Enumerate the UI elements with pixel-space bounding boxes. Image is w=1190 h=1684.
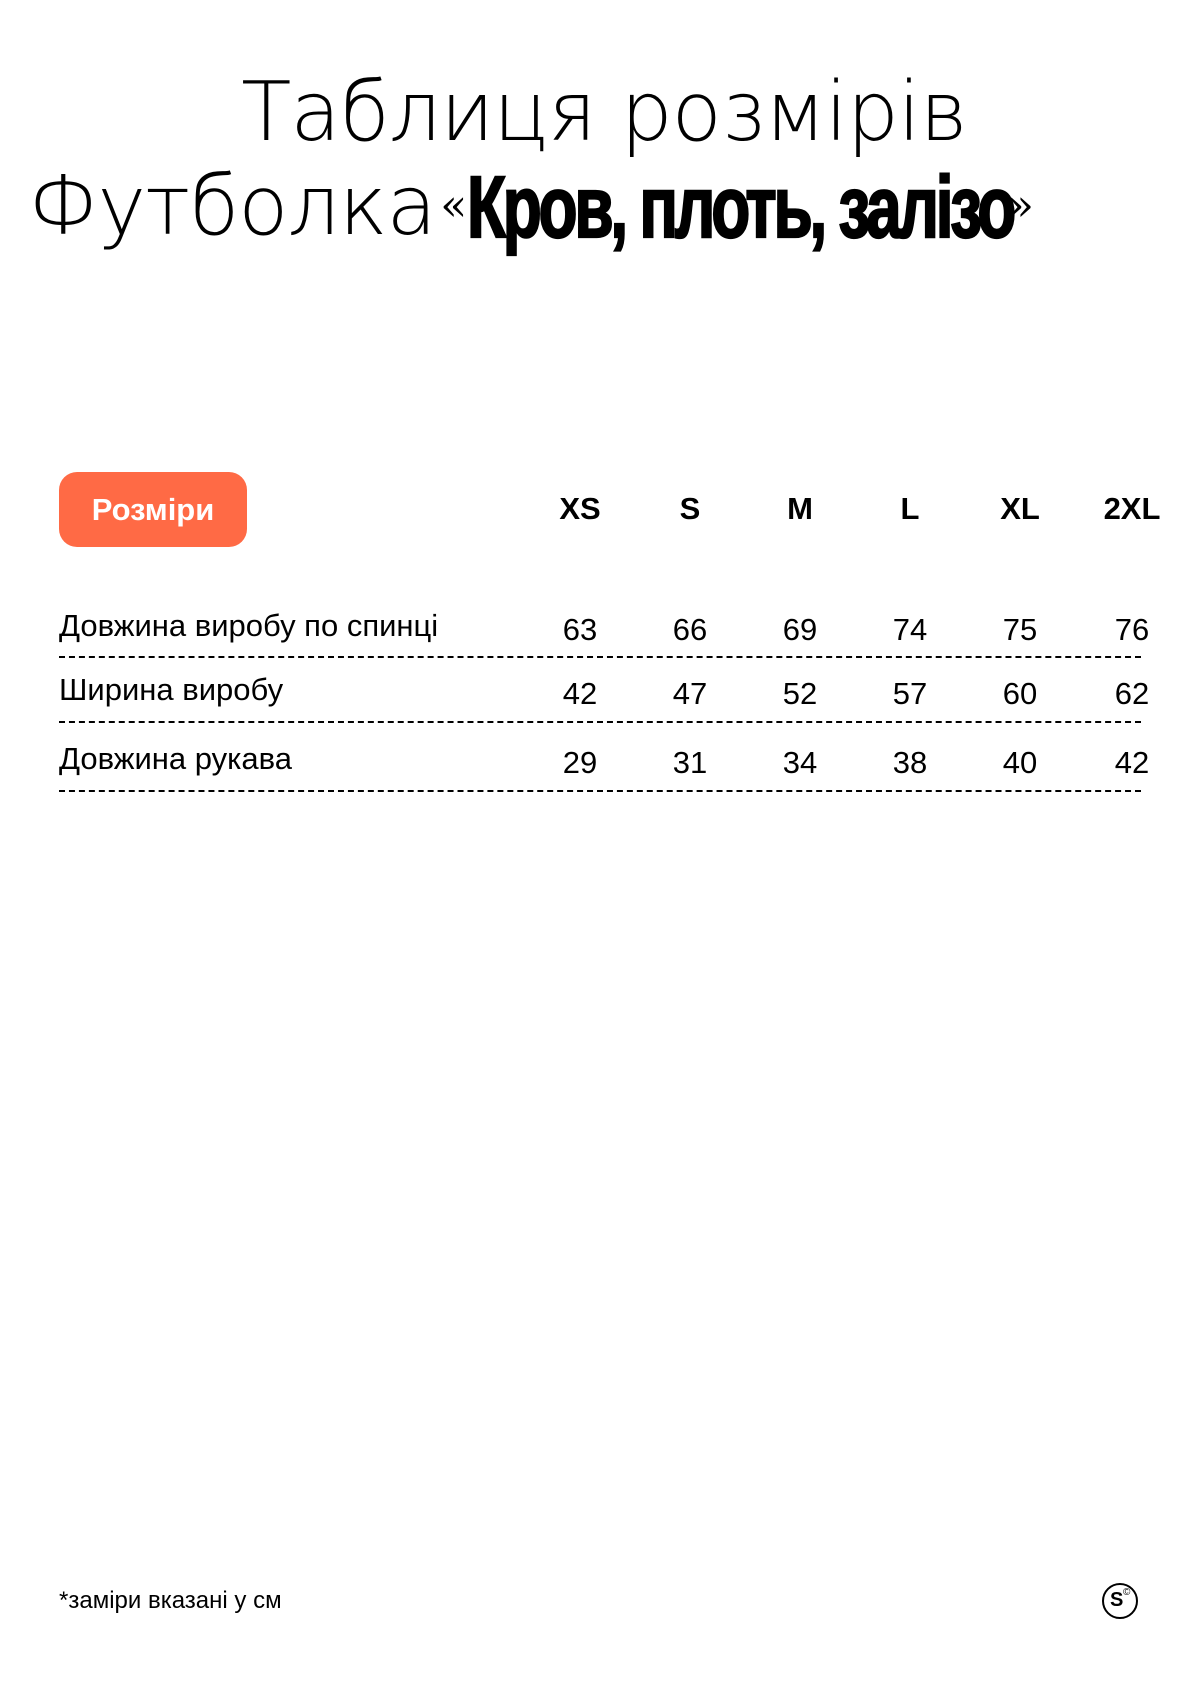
table-cell: 63 [562, 612, 598, 647]
table-cell: 29 [562, 745, 598, 780]
table-cell: 57 [892, 676, 928, 711]
table-cell: 40 [1002, 745, 1038, 780]
row-divider [59, 721, 1141, 723]
table-cell: 34 [782, 745, 818, 780]
quote-close: » [1006, 180, 1034, 231]
row-label: Ширина виробу [59, 672, 284, 707]
table-cell: 76 [1114, 612, 1150, 647]
quote-open: « [440, 180, 468, 231]
table-cell: 69 [782, 612, 818, 647]
product-type: Футболка [28, 159, 436, 254]
table-cell: 38 [892, 745, 928, 780]
table-row [59, 670, 1150, 714]
table-cell: 66 [672, 612, 708, 647]
row-divider [59, 656, 1141, 658]
size-header-l: L [900, 491, 920, 526]
table-cell: 42 [1114, 745, 1150, 780]
size-header-2xl: 2XL [1103, 491, 1161, 526]
table-cell: 42 [562, 676, 598, 711]
page-header [0, 65, 1190, 257]
table-cell: 47 [672, 676, 708, 711]
table-cell: 60 [1002, 676, 1038, 711]
logo-letter: S [1110, 1589, 1124, 1611]
logo-copyright-mark: © [1123, 1587, 1131, 1598]
table-row [59, 606, 1150, 650]
size-header-s: S [679, 491, 701, 526]
page-title: Таблиця розмірів [241, 65, 967, 160]
measurement-note: *заміри вказані у см [59, 1587, 282, 1614]
table-cell: 62 [1114, 676, 1150, 711]
table-cell: 31 [672, 745, 708, 780]
size-header-xl: XL [1000, 491, 1040, 526]
product-title [28, 156, 1034, 280]
table-cell: 75 [1002, 612, 1038, 647]
brand-logo-icon [1102, 1583, 1138, 1619]
sizes-header-badge: Розміри [59, 472, 247, 547]
table-row [59, 739, 1150, 783]
table-cell: 52 [782, 676, 818, 711]
size-header-xs: XS [559, 491, 601, 526]
size-header-m: M [787, 491, 813, 526]
row-label: Довжина рукава [59, 741, 292, 776]
row-label: Довжина виробу по спинці [59, 608, 439, 643]
table-cell: 74 [892, 612, 928, 647]
row-divider [59, 790, 1141, 792]
product-name: Кров, плоть, залізо [467, 157, 1014, 257]
